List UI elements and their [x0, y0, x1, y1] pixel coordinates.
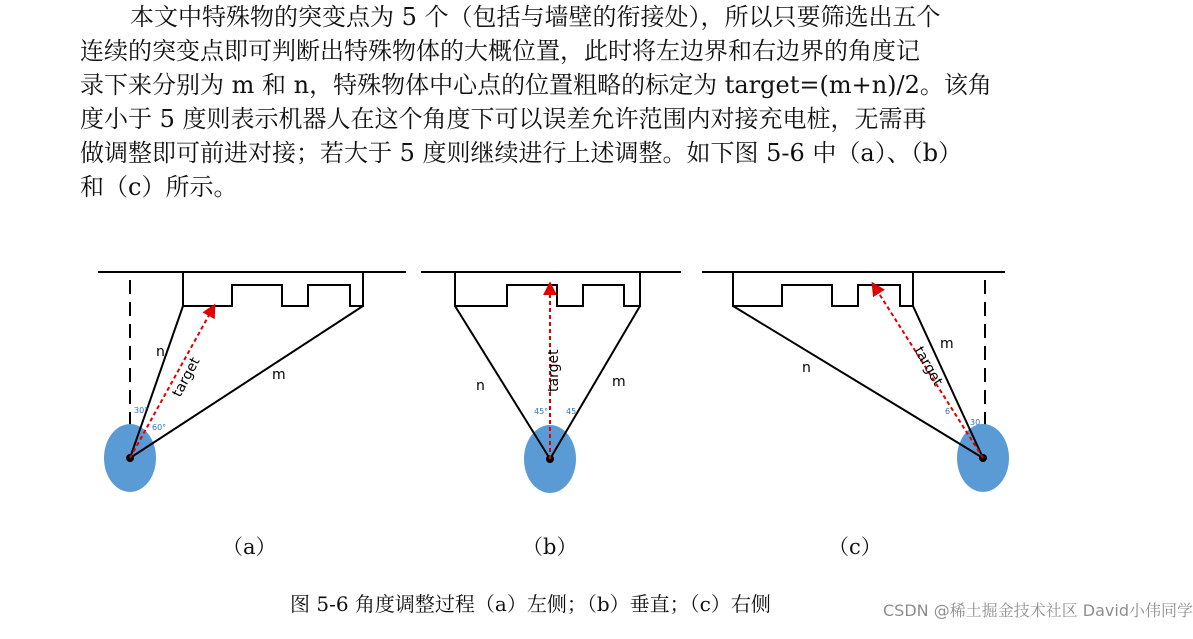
subfigure-label-b: （b） [522, 535, 578, 559]
ray-m [550, 306, 640, 459]
ray-n [733, 306, 983, 458]
angle-label: 45 [566, 407, 577, 416]
label-m: m [612, 374, 626, 390]
angle-label: 6 [945, 407, 951, 416]
charging-pile-outline [733, 272, 913, 306]
angle-label: 30° [134, 406, 149, 415]
ray-n [455, 306, 550, 459]
label-target: target [910, 344, 946, 389]
label-target: target [546, 349, 562, 392]
paragraph-line: 度小于 5 度则表示机器人在这个角度下可以误差允许范围内对接充电桩，无需再 [80, 105, 927, 133]
charging-pile-outline [455, 272, 640, 306]
panel-b-diagram [421, 272, 681, 493]
figure-caption: 图 5-6 角度调整过程（a）左侧；（b）垂直；（c）右侧 [290, 592, 771, 616]
paragraph-line: 做调整即可前进对接；若大于 5 度则继续进行上述调整。如下图 5-6 中（a）、（b） [80, 139, 963, 167]
charging-pile-outline [183, 272, 363, 306]
angle-label: 60° [152, 423, 167, 432]
ray-m [130, 306, 363, 458]
watermark: CSDN @稀土掘金技术社区 David小伟同学 [883, 601, 1193, 620]
panel-a-diagram [98, 272, 406, 492]
ray-m [910, 306, 983, 458]
label-m: m [272, 367, 286, 383]
paragraph-line: 本文中特殊物的突变点为 5 个（包括与墙壁的衔接处），所以只要筛选出五个 [130, 3, 941, 31]
subfigure-label-a: （a） [222, 535, 277, 559]
label-target: target [169, 354, 204, 400]
label-n: n [476, 378, 485, 394]
paragraph-line: 和（c）所示。 [80, 173, 238, 201]
label-n: n [156, 344, 165, 360]
angle-label: 45° [534, 407, 549, 416]
paragraph-line: 录下来分别为 m 和 n，特殊物体中心点的位置粗略的标定为 target=(m+n)/2。该角 [80, 71, 992, 99]
angle-label: 30 [970, 418, 981, 427]
label-n: n [802, 360, 811, 376]
panel-c-diagram [702, 272, 1009, 492]
label-m: m [940, 336, 954, 352]
paragraph-line: 连续的突变点即可判断出特殊物体的大概位置，此时将左边界和右边界的角度记 [80, 37, 920, 65]
subfigure-label-c: （c） [828, 535, 882, 559]
